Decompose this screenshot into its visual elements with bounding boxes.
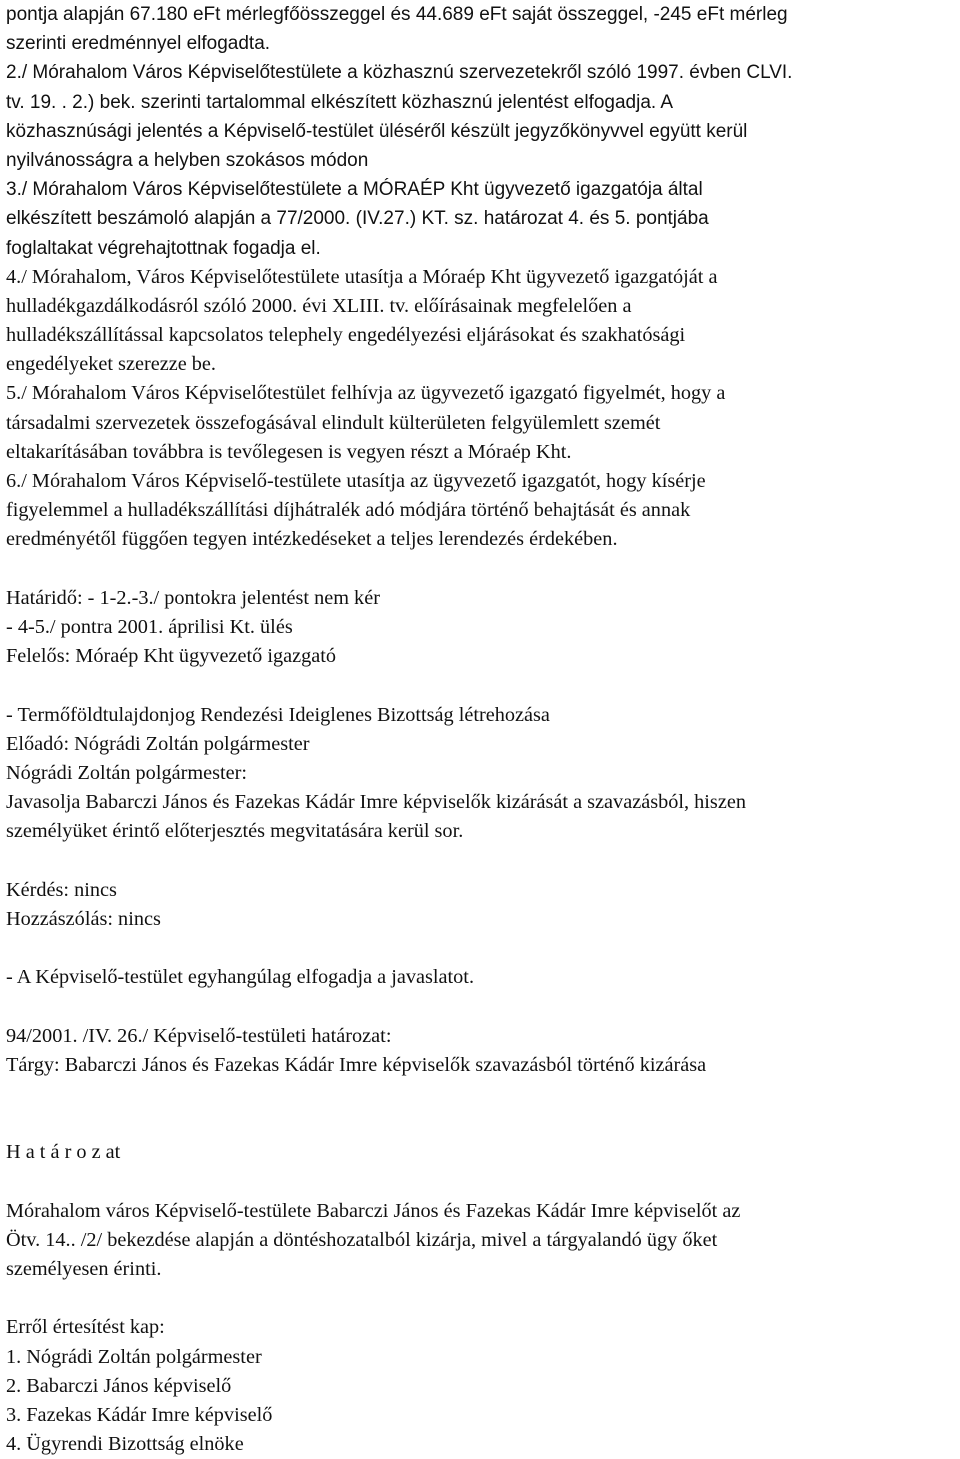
agenda-proposal-line: személyüket érintő előterjesztés megvitatására kerül sor. [6, 820, 464, 843]
responsible-line: Felelős: Móraép Kht ügyvezető igazgató [6, 645, 337, 668]
paragraph-line: közhasznúsági jelentés a Képviselő-testület üléséről készült jegyzőkönyvvel együtt kerül [6, 120, 748, 142]
resolution-number: 94/2001. /IV. 26./ Képviselő-testületi határozat: [6, 1024, 392, 1047]
paragraph-line: 2./ Mórahalom Város Képviselőtestülete a közhasznú szervezetekről szóló 1997. évben CLVI. [6, 62, 793, 84]
paragraph-line: hulladékgazdálkodásról szóló 2000. évi XLIII. tv. előírásainak megfelelően a [6, 294, 632, 317]
agenda-presenter: Előadó: Nógrádi Zoltán polgármester [6, 732, 310, 755]
resolution-body-line: Ötv. 14.. /2/ bekezdése alapján a döntéshozatalból kizárja, mivel a tárgyalandó ügy őket [6, 1228, 718, 1251]
paragraph-line: engedélyeket szerezze be. [6, 353, 216, 376]
deadline-block [6, 584, 951, 672]
spacer [6, 671, 951, 700]
spacer [6, 992, 951, 1021]
resolution-item-5 [6, 379, 951, 467]
resolution-heading: H a t á r o z at [6, 1141, 121, 1164]
agenda-title: - Termőföldtulajdonjog Rendezési Ideiglenes Bizottság létrehozása [6, 703, 550, 726]
spacer [6, 1284, 951, 1313]
agenda-comment: Hozzászólás: nincs [6, 907, 161, 930]
paragraph-line: eltakarításában továbbra is tevőlegesen is vegyen részt a Móraép Kht. [6, 440, 572, 463]
notification-block [6, 1313, 951, 1459]
deadline-line: Határidő: - 1-2.-3./ pontokra jelentést nem kér [6, 586, 380, 609]
paragraph-line: foglaltakat végrehajtottnak fogadja el. [6, 237, 321, 259]
paragraph-line: figyelemmel a hulladékszállítási díjhátralék adó módjára történő behajtását és annak [6, 499, 691, 522]
paragraph-line: hulladékszállítással kapcsolatos telephely engedélyezési eljárásokat és szakhatósági [6, 324, 686, 347]
spacer [6, 1168, 951, 1197]
intro-line: szerinti eredménnyel elfogadta. [6, 33, 271, 55]
agenda-question: Kérdés: nincs [6, 878, 117, 901]
paragraph-line: tv. 19. . 2.) bek. szerinti tartalommal elkészített közhasznú jelentést elfogadja. A [6, 91, 674, 113]
paragraph-line: 5./ Mórahalom Város Képviselőtestület felhívja az ügyvezető igazgató figyelmét, hogy a [6, 382, 726, 405]
spacer [6, 846, 951, 875]
recipient-item: 3. Fazekas Kádár Imre képviselő [6, 1404, 273, 1427]
agenda-vote: - A Képviselő-testület egyhangúlag elfogadja a javaslatot. [6, 966, 475, 989]
resolution-item-3 [6, 175, 951, 263]
agenda-block [6, 701, 951, 993]
notification-heading: Erről értesítést kap: [6, 1316, 165, 1339]
recipient-item: 2. Babarczi János képviselő [6, 1374, 232, 1397]
deadline-line: - 4-5./ pontra 2001. áprilisi Kt. ülés [6, 615, 293, 638]
document-page [6, 0, 951, 1459]
resolution-item-4 [6, 263, 951, 380]
paragraph-line: társadalmi szervezetek összefogásával elindult külterületen felgyülemlett szemét [6, 411, 661, 434]
recipient-item: 4. Ügyrendi Bizottság elnöke [6, 1433, 244, 1456]
resolution-body-line: személyesen érinti. [6, 1258, 162, 1281]
spacer [6, 934, 951, 963]
paragraph-line: 6./ Mórahalom Város Képviselő-testülete utasítja az ügyvezető igazgatót, hogy kísérje [6, 470, 706, 492]
agenda-proposal-line: Javasolja Babarczi János és Fazekas Kádár Imre képviselők kizárását a szavazásból, hiszen [6, 791, 746, 814]
resolution-subject: Tárgy: Babarczi János és Fazekas Kádár Imre képviselők szavazásból történő kizárása [6, 1053, 707, 1076]
paragraph-line: elkészített beszámoló alapján a 77/2000. (IV.27.) KT. sz. határozat 4. és 5. pontjába [6, 208, 709, 230]
resolution-item-2 [6, 58, 951, 175]
paragraph-line: 3./ Mórahalom Város Képviselőtestülete a MÓRAÉP Kht ügyvezető igazgatója által [6, 179, 703, 201]
spacer [6, 1080, 951, 1138]
paragraph-line: nyilvánosságra a helyben szokásos módon [6, 149, 369, 171]
resolution-body-line: Mórahalom város Képviselő-testülete Babarczi János és Fazekas Kádár Imre képviselőt az [6, 1199, 741, 1222]
intro-line: pontja alapján 67.180 eFt mérlegfőösszeggel és 44.689 eFt saját összeggel, -245 eFt mérleg [6, 4, 788, 25]
agenda-speaker: Nógrádi Zoltán polgármester: [6, 761, 248, 784]
spacer [6, 555, 951, 584]
resolution-block [6, 1022, 951, 1285]
recipient-item: 1. Nógrádi Zoltán polgármester [6, 1345, 262, 1368]
resolution-item-6 [6, 467, 951, 555]
paragraph-line: eredményétől függően tegyen intézkedéseket a teljes lerendezés érdekében. [6, 528, 618, 551]
paragraph-line: 4./ Mórahalom, Város Képviselőtestülete utasítja a Móraép Kht ügyvezető igazgatóját a [6, 265, 718, 288]
